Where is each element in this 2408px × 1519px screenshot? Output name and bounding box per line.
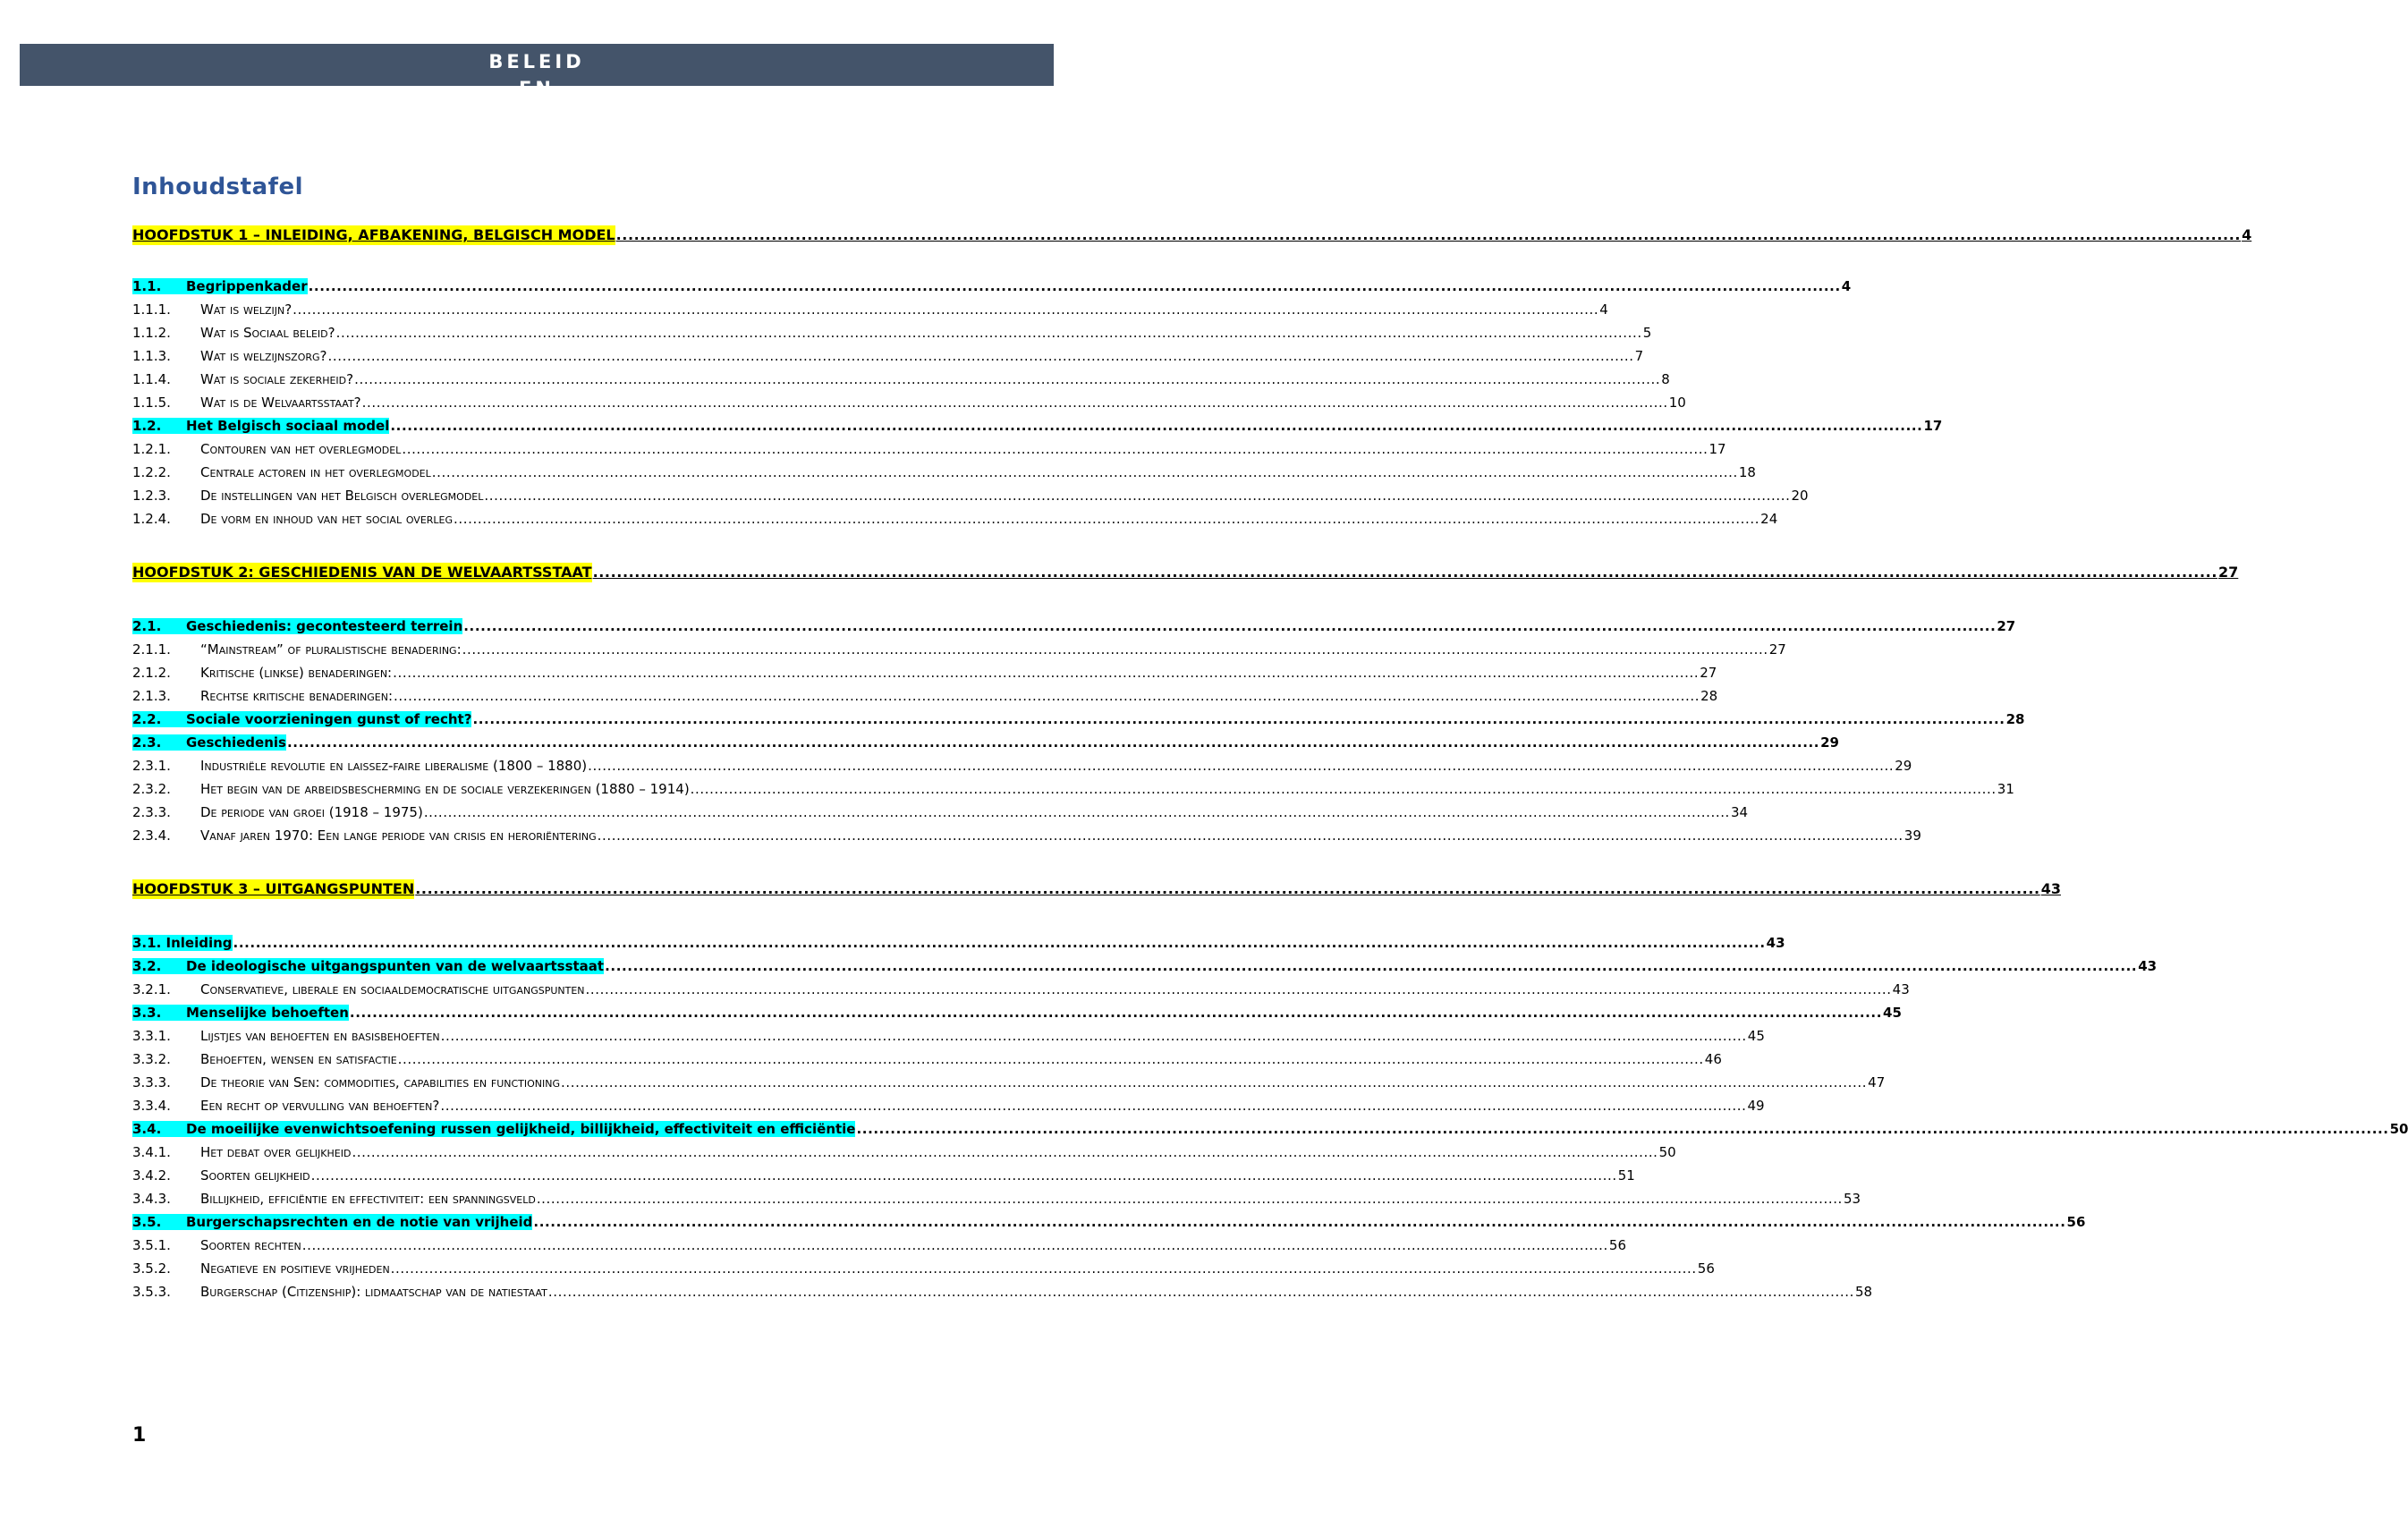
toc-entry-title	[132, 616, 462, 636]
toc-entry-number: 3.3.3.	[132, 1074, 171, 1090]
toc-entry-number: 3.2.1.	[132, 981, 171, 997]
toc-subsection-entry[interactable]	[132, 980, 1910, 999]
toc-entry-number: 1.1.	[132, 278, 162, 294]
toc-entry-label: “Mainstream” of pluralistische benadering:	[200, 641, 462, 658]
toc-entry-title	[132, 709, 471, 729]
toc-entry-number: 2.3.2.	[132, 781, 171, 797]
toc-entry-label: Negatieve en positieve vrijheden	[200, 1260, 390, 1277]
toc-subsection-entry[interactable]	[132, 300, 1608, 319]
toc-subsection-entry[interactable]	[132, 1189, 1861, 1209]
toc-page-number: 4	[1599, 301, 1608, 318]
toc-subsection-entry[interactable]	[132, 369, 1670, 389]
toc-entry-title	[132, 779, 690, 799]
toc-dot-leader	[586, 980, 1892, 999]
toc-subsection-entry[interactable]	[132, 640, 1786, 659]
toc-entry-label: Een recht op vervulling van behoeften?	[200, 1098, 440, 1114]
toc-entry-number: 3.3.1.	[132, 1028, 171, 1044]
toc-page-number: 46	[1704, 1051, 1722, 1067]
toc-subsection-entry[interactable]	[132, 439, 1726, 459]
toc-entry-title	[132, 346, 327, 366]
toc-entry-title	[132, 300, 292, 319]
toc-section-entry[interactable]	[132, 956, 2158, 976]
toc-entry-number: 3.5.3.	[132, 1284, 171, 1300]
toc-entry-number: 3.3.2.	[132, 1051, 171, 1067]
toc-subsection-entry[interactable]	[132, 779, 2014, 799]
toc-entry-title	[132, 369, 353, 389]
toc-entry-number: 1.1.2.	[132, 325, 171, 341]
toc-subsection-entry[interactable]	[132, 756, 1912, 776]
toc-entry-number: 3.4.	[132, 1121, 162, 1137]
toc-page-number: 24	[1760, 511, 1778, 527]
toc-subsection-entry[interactable]	[132, 1073, 1886, 1092]
toc-subsection-entry[interactable]	[132, 1259, 1715, 1278]
toc-entry-title	[132, 1282, 547, 1302]
toc-subsection-entry[interactable]	[132, 1282, 1873, 1302]
toc-page-number: 28	[2005, 711, 2025, 727]
toc-dot-leader	[598, 826, 1904, 845]
toc-dot-leader	[484, 486, 1790, 505]
toc-page-number: 49	[1747, 1098, 1765, 1114]
toc-entry-number: 3.3.	[132, 1005, 162, 1021]
toc-entry-number: 1.2.4.	[132, 511, 171, 527]
toc-entry-number: 3.2.	[132, 958, 162, 974]
toc-entry-label: Het Belgisch sociaal model	[186, 418, 390, 434]
toc-page-number: 50	[1658, 1144, 1676, 1160]
toc-entry-label: Lijstjes van behoeften en basisbehoeften	[200, 1028, 440, 1044]
toc-entry-number: 2.3.3.	[132, 804, 171, 820]
toc-entry-number: 1.1.5.	[132, 395, 171, 411]
toc-section-highlight	[132, 935, 233, 951]
toc-entry-label: HOOFDSTUK 1 – INLEIDING, AFBAKENING, BELGISCH MODEL	[132, 226, 615, 243]
toc-dot-leader	[441, 1026, 1747, 1046]
toc-entry-number: 2.1.	[132, 618, 162, 634]
toc-dot-leader	[424, 802, 1730, 822]
toc-entry-label: HOOFDSTUK 3 – UITGANGSPUNTEN	[132, 880, 415, 897]
toc-entry-label: Wat is Sociaal beleid?	[200, 325, 335, 341]
toc-entry-label: Geschiedenis: gecontesteerd terrein	[186, 618, 463, 634]
toc-subsection-entry[interactable]	[132, 1096, 1765, 1116]
toc-page-number: 50	[2389, 1121, 2408, 1137]
toc-entry-label: De instellingen van het Belgisch overlegmodel	[200, 488, 484, 504]
toc-entry-title	[132, 1049, 397, 1069]
toc-page-number: 45	[1883, 1005, 1902, 1021]
toc-page-number: 43	[1892, 981, 1910, 997]
toc-dot-leader	[391, 1259, 1697, 1278]
toc-dot-leader	[440, 1096, 1746, 1116]
toc-entry-number: 3.5.2.	[132, 1260, 171, 1277]
toc-entry-title	[132, 1212, 532, 1232]
toc-entry-title	[132, 933, 233, 953]
toc-entry-title	[132, 1259, 390, 1278]
toc-dot-leader	[350, 1003, 1882, 1023]
toc-entry-title	[132, 826, 597, 845]
toc-chapter-entry[interactable]	[132, 225, 2252, 245]
toc-entry-label: Begrippenkader	[186, 278, 308, 294]
toc-entry-title	[132, 640, 462, 659]
toc-page-number: 10	[1668, 395, 1686, 411]
toc-subsection-entry[interactable]	[132, 1049, 1722, 1069]
toc-entry-title	[132, 956, 604, 976]
toc-section-entry[interactable]	[132, 733, 1839, 752]
toc-entry-title	[132, 1003, 349, 1023]
toc-dot-leader	[415, 879, 2039, 899]
toc-entry-number: 1.1.4.	[132, 371, 171, 387]
toc-entry-number: 1.2.	[132, 418, 162, 434]
toc-page-number: 31	[1997, 781, 2014, 797]
toc-entry-number: 2.1.3.	[132, 688, 171, 704]
toc-entry-number: 3.5.1.	[132, 1237, 171, 1253]
toc-entry-title	[132, 980, 585, 999]
toc-subsection-entry[interactable]	[132, 509, 1778, 529]
toc-entry-title	[132, 276, 308, 296]
toc-entry-label: Conservatieve, liberale en sociaaldemocratische uitgangspunten	[200, 981, 585, 997]
toc-dot-leader	[605, 956, 2137, 976]
toc-page-number: 56	[1697, 1260, 1715, 1277]
toc-entry-label: Geschiedenis	[186, 734, 286, 751]
toc-dot-leader	[472, 709, 2005, 729]
toc-entry-number: 2.3.1.	[132, 758, 171, 774]
toc-entry-number: 2.3.4.	[132, 827, 171, 844]
toc-entry-title	[132, 416, 389, 436]
toc-subsection-entry[interactable]	[132, 486, 1809, 505]
toc-entry-title	[132, 802, 423, 822]
toc-page-number: 20	[1791, 488, 1809, 504]
toc-entry-title	[132, 1189, 536, 1209]
toc-entry-title	[132, 462, 431, 482]
toc-subsection-entry[interactable]	[132, 1235, 1627, 1255]
toc-entry-label: Het debat over gelijkheid	[200, 1144, 352, 1160]
toc-entry-label: Menselijke behoeften	[186, 1005, 349, 1021]
toc-subsection-entry[interactable]	[132, 393, 1686, 412]
toc-subsection-entry[interactable]	[132, 802, 1749, 822]
toc-page-number: 18	[1738, 464, 1756, 480]
toc-entry-label: Soorten gelijkheid	[200, 1167, 310, 1184]
toc-entry-number: 3.4.1.	[132, 1144, 171, 1160]
toc-page-number: 17	[1923, 418, 1943, 434]
toc-entry-label: Wat is sociale zekerheid?	[200, 371, 354, 387]
toc-entry-number: 1.2.2.	[132, 464, 171, 480]
toc-page-number: 43	[1766, 935, 1785, 951]
toc-entry-label: Burgerschap (Citizenship): lidmaatschap van de natiestaat	[200, 1284, 547, 1300]
toc-section-entry[interactable]	[132, 1212, 2086, 1232]
toc-entry-label: HOOFDSTUK 2: GESCHIEDENIS VAN DE WELVAARTSSTAAT	[132, 564, 592, 581]
toc-subsection-entry[interactable]	[132, 346, 1644, 366]
toc-dot-leader	[432, 462, 1738, 482]
toc-page-number: 27	[1768, 641, 1786, 658]
toc-page-number: 17	[1708, 441, 1726, 457]
toc-page-number: 56	[2066, 1214, 2086, 1230]
toc-entry-number: 1.2.3.	[132, 488, 171, 504]
toc-subsection-entry[interactable]	[132, 663, 1717, 683]
toc-page-number: 29	[1820, 734, 1839, 751]
header-banner	[20, 44, 1054, 99]
toc-entry-label: Centrale actoren in het overlegmodel	[200, 464, 431, 480]
toc-page-number: 34	[1730, 804, 1749, 820]
toc-section-highlight	[132, 278, 308, 294]
toc-dot-leader	[390, 416, 1922, 436]
toc-dot-leader	[393, 663, 1699, 683]
toc-page-number: 8	[1661, 371, 1670, 387]
toc-entry-label: Wat is de Welvaartsstaat?	[200, 395, 361, 411]
toc-dot-leader	[336, 323, 1642, 343]
toc-entry-title	[132, 1119, 855, 1139]
toc-entry-number: 1.2.1.	[132, 441, 171, 457]
page-number: 1	[132, 1424, 147, 1447]
toc-entry-number: 3.5.	[132, 1214, 162, 1230]
toc-entry-label: Het begin van de arbeidsbescherming en de sociale verzekeringen (1880 – 1914)	[200, 781, 690, 797]
toc-page-number: 7	[1634, 348, 1644, 364]
toc-subsection-entry[interactable]	[132, 1142, 1676, 1162]
toc-section-highlight	[132, 618, 462, 634]
toc-entry-label: Vanaf jaren 1970: Een lange periode van crisis en heroriëntering	[200, 827, 597, 844]
toc-dot-leader	[302, 1235, 1608, 1255]
toc-dot-leader	[593, 563, 2217, 582]
toc-dot-leader	[533, 1212, 2065, 1232]
toc-dot-leader	[398, 1049, 1704, 1069]
toc-dot-leader	[588, 756, 1894, 776]
toc-page-number: 53	[1843, 1191, 1861, 1207]
toc-entry-title	[132, 563, 592, 582]
toc-section-highlight	[132, 418, 389, 434]
toc-entry-title	[132, 225, 615, 245]
toc-entry-title	[132, 1096, 439, 1116]
toc-dot-leader	[616, 225, 2241, 245]
toc-dot-leader	[561, 1073, 1867, 1092]
toc-subsection-entry[interactable]	[132, 826, 1921, 845]
toc-entry-title	[132, 1142, 351, 1162]
header-title: BELEID	[488, 51, 585, 72]
toc-dot-leader	[362, 393, 1668, 412]
toc-section-highlight	[132, 711, 471, 727]
toc-dot-leader	[856, 1119, 2388, 1139]
toc-section-entry[interactable]	[132, 1003, 1902, 1023]
toc-dot-leader	[691, 779, 1997, 799]
toc-dot-leader	[354, 369, 1660, 389]
toc-section-entry[interactable]	[132, 933, 1785, 953]
toc-section-entry[interactable]	[132, 1119, 2408, 1139]
toc-entry-label: Sociale voorzieningen gunst of recht?	[186, 711, 472, 727]
toc-page-number: 56	[1608, 1237, 1627, 1253]
toc-section-highlight	[132, 958, 604, 974]
toc-entry-label: De periode van groei (1918 – 1975)	[200, 804, 423, 820]
toc-entry-label: Wat is welzijn?	[200, 301, 293, 318]
toc-entry-number: 1.1.3.	[132, 348, 171, 364]
toc-dot-leader	[548, 1282, 1854, 1302]
toc-section-highlight	[132, 1121, 855, 1137]
toc-dot-leader	[537, 1189, 1843, 1209]
toc-page-number: 45	[1747, 1028, 1765, 1044]
toc-section-entry[interactable]	[132, 416, 1943, 436]
toc-entry-title	[132, 393, 361, 412]
toc-page-number: 28	[1700, 688, 1718, 704]
toc-entry-number: 3.4.2.	[132, 1167, 171, 1184]
header-subtitle: EN	[519, 78, 555, 99]
toc-entry-label: Burgerschapsrechten en de notie van vrijheid	[186, 1214, 533, 1230]
toc-entry-title	[132, 1235, 301, 1255]
toc-entry-title	[132, 439, 401, 459]
toc-page-number: 27	[1997, 618, 2016, 634]
toc-dot-leader	[309, 276, 1841, 296]
toc-page-number: 43	[2138, 958, 2158, 974]
toc-entry-title	[132, 1026, 440, 1046]
toc-subsection-entry[interactable]	[132, 1026, 1765, 1046]
toc-page-number: 5	[1642, 325, 1652, 341]
toc-dot-leader	[462, 640, 1768, 659]
toc-section-entry[interactable]	[132, 709, 2025, 729]
toc-entry-title	[132, 733, 286, 752]
toc-page-number: 4	[2242, 226, 2252, 243]
toc-entry-title	[132, 686, 393, 706]
toc-entry-number: 1.1.1.	[132, 301, 171, 318]
toc-entry-number: 3.3.4.	[132, 1098, 171, 1114]
toc-page-number: 29	[1895, 758, 1912, 774]
toc-entry-title	[132, 323, 335, 343]
toc-entry-label: De vorm en inhoud van het social overleg	[200, 511, 454, 527]
toc-chapter-entry[interactable]	[132, 563, 2239, 582]
toc-entry-number: 3.4.3.	[132, 1191, 171, 1207]
toc-entry-label: De ideologische uitgangspunten van de welvaartsstaat	[186, 958, 605, 974]
toc-entry-title	[132, 509, 453, 529]
toc-entry-title	[132, 756, 587, 776]
toc-entry-title	[132, 879, 414, 899]
toc-entry-title	[132, 663, 392, 683]
toc-dot-leader	[454, 509, 1759, 529]
toc-dot-leader	[352, 1142, 1658, 1162]
toc-dot-leader	[402, 439, 1708, 459]
toc-subsection-entry[interactable]	[132, 462, 1756, 482]
toc-entry-number: 2.2.	[132, 711, 162, 727]
toc-dot-leader	[394, 686, 1700, 706]
toc-entry-label: Contouren van het overlegmodel	[200, 441, 402, 457]
toc-entry-label: Industriële revolutie en laissez-faire liberalisme (1800 – 1880)	[200, 758, 588, 774]
toc-entry-title	[132, 486, 483, 505]
toc-subsection-entry[interactable]	[132, 686, 1718, 706]
toc-entry-number: 2.1.1.	[132, 641, 171, 658]
toc-subsection-entry[interactable]	[132, 1166, 1635, 1185]
toc-page-number: 47	[1868, 1074, 1886, 1090]
toc-entry-label: 3.1. Inleiding	[132, 935, 233, 951]
toc-entry-label: Soorten rechten	[200, 1237, 301, 1253]
toc-dot-leader	[328, 346, 1634, 366]
toc-page-number: 43	[2040, 880, 2061, 897]
toc-section-highlight	[132, 734, 286, 751]
toc-dot-leader	[311, 1166, 1617, 1185]
toc-dot-leader	[287, 733, 1819, 752]
toc-entry-label: Billijkheid, efficiëntie en effectiviteit: een spanningsveld	[200, 1191, 536, 1207]
toc-page-number: 27	[2218, 564, 2239, 581]
toc-entry-label: De theorie van Sen: commodities, capabilities en functioning	[200, 1074, 561, 1090]
toc-heading: Inhoudstafel	[132, 174, 303, 200]
toc-section-highlight	[132, 1005, 349, 1021]
toc-chapter-entry[interactable]	[132, 879, 2061, 899]
toc-entry-number: 2.3.	[132, 734, 162, 751]
toc-page-number: 4	[1841, 278, 1852, 294]
toc-entry-number: 2.1.2.	[132, 665, 171, 681]
toc-section-entry[interactable]	[132, 616, 2016, 636]
toc-entry-label: Behoeften, wensen en satisfactie	[200, 1051, 397, 1067]
toc-dot-leader	[293, 300, 1598, 319]
toc-entry-title	[132, 1166, 310, 1185]
toc-entry-label: Rechtse kritische benaderingen:	[200, 688, 394, 704]
toc-page-number: 58	[1854, 1284, 1873, 1300]
toc-subsection-entry[interactable]	[132, 323, 1652, 343]
toc-entry-label: De moeilijke evenwichtsoefening russen gelijkheid, billijkheid, effectiviteit en efficiëntie	[186, 1121, 856, 1137]
toc-page-number: 27	[1700, 665, 1717, 681]
toc-section-entry[interactable]	[132, 276, 1852, 296]
toc-page-number: 51	[1617, 1167, 1635, 1184]
toc-entry-title	[132, 1073, 560, 1092]
toc-section-highlight	[132, 1214, 532, 1230]
toc-dot-leader	[463, 616, 1996, 636]
toc-dot-leader	[233, 933, 1766, 953]
toc-entry-label: Wat is welzijnszorg?	[200, 348, 327, 364]
toc-entry-label: Kritische (linkse) benaderingen:	[200, 665, 393, 681]
toc-page-number: 39	[1904, 827, 1921, 844]
